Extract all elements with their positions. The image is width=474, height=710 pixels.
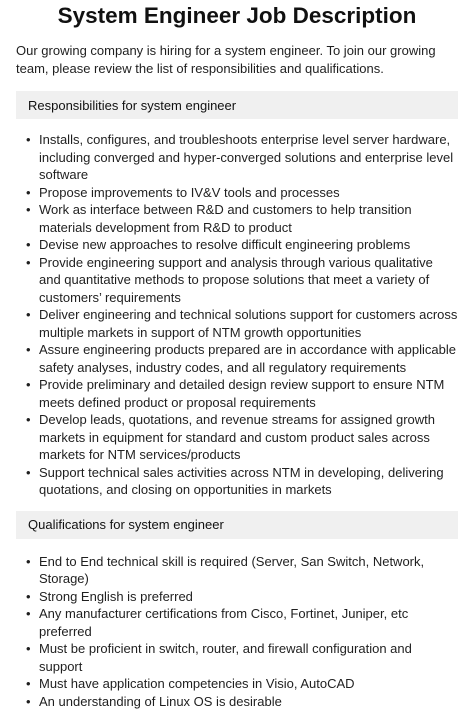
bullet-icon: •: [26, 376, 31, 394]
list-item-text: Work as interface between R&D and customers to help transition materials development from R&D to product: [39, 202, 412, 235]
responsibilities-heading: Responsibilities for system engineer: [28, 98, 236, 113]
bullet-icon: •: [26, 306, 31, 324]
bullet-icon: •: [26, 201, 31, 219]
list-item-text: Must have application competencies in Visio, AutoCAD: [39, 676, 355, 691]
list-item: [39, 131, 458, 184]
list-item: [39, 675, 458, 693]
list-item-text: Assure engineering products prepared are in accordance with applicable safety analyses, industry codes, and all regulatory requirements: [39, 342, 456, 375]
list-item-text: Propose improvements to IV&V tools and processes: [39, 185, 340, 200]
list-item-text: Provide preliminary and detailed design review support to ensure NTM meets defined product or proposal requirements: [39, 377, 444, 410]
list-item-text: Any manufacturer certifications from Cisco, Fortinet, Juniper, etc preferred: [39, 606, 408, 639]
list-item-text: Must be proficient in switch, router, and firewall configuration and support: [39, 641, 412, 674]
bullet-icon: •: [26, 588, 31, 606]
bullet-icon: •: [26, 254, 31, 272]
bullet-icon: •: [26, 553, 31, 571]
bullet-icon: •: [26, 236, 31, 254]
list-item: [39, 201, 458, 236]
list-item-text: End to End technical skill is required (Server, San Switch, Network, Storage): [39, 554, 424, 587]
list-item: [39, 254, 458, 307]
list-item-text: Installs, configures, and troubleshoots enterprise level server hardware, including converged and hyper-converged solutions and enterprise level software: [39, 132, 453, 182]
list-item-text: Strong English is preferred: [39, 589, 193, 604]
bullet-icon: •: [26, 131, 31, 149]
responsibilities-header: [16, 91, 458, 119]
bullet-icon: •: [26, 411, 31, 429]
qualifications-header: [16, 511, 458, 539]
list-item: [39, 411, 458, 464]
bullet-icon: •: [26, 341, 31, 359]
list-item: [39, 693, 458, 710]
bullet-icon: •: [26, 464, 31, 482]
list-item-text: Support technical sales activities across NTM in developing, delivering quotations, and closing on opportunities in markets: [39, 465, 444, 498]
list-item: [39, 588, 458, 606]
list-item-text: Develop leads, quotations, and revenue streams for assigned growth markets in equipment for standard and custom product sales across markets for NTM services/products: [39, 412, 435, 462]
intro-paragraph: Our growing company is hiring for a system engineer. To join our growing team, please review the list of responsibilities and qualifications.: [16, 42, 458, 78]
bullet-icon: •: [26, 184, 31, 202]
bullet-icon: •: [26, 675, 31, 693]
list-item: [39, 464, 458, 499]
list-item-text: An understanding of Linux OS is desirable: [39, 694, 282, 709]
list-item: [39, 376, 458, 411]
list-item: [39, 236, 458, 254]
qualifications-list: [16, 553, 458, 710]
list-item-text: Provide engineering support and analysis through various qualitative and quantitative methods to propose solutions that meet a variety of customers’ requirements: [39, 255, 433, 305]
list-item: [39, 306, 458, 341]
list-item-text: Deliver engineering and technical solutions support for customers across multiple markets in support of NTM growth opportunities: [39, 307, 457, 340]
bullet-icon: •: [26, 693, 31, 710]
bullet-icon: •: [26, 605, 31, 623]
list-item: [39, 184, 458, 202]
qualifications-heading: Qualifications for system engineer: [28, 517, 224, 532]
list-item-text: Devise new approaches to resolve difficult engineering problems: [39, 237, 410, 252]
page-title: System Engineer Job Description: [16, 0, 458, 29]
list-item: [39, 553, 458, 588]
list-item: [39, 640, 458, 675]
bullet-icon: •: [26, 640, 31, 658]
responsibilities-list: [16, 131, 458, 499]
list-item: [39, 341, 458, 376]
list-item: [39, 605, 458, 640]
